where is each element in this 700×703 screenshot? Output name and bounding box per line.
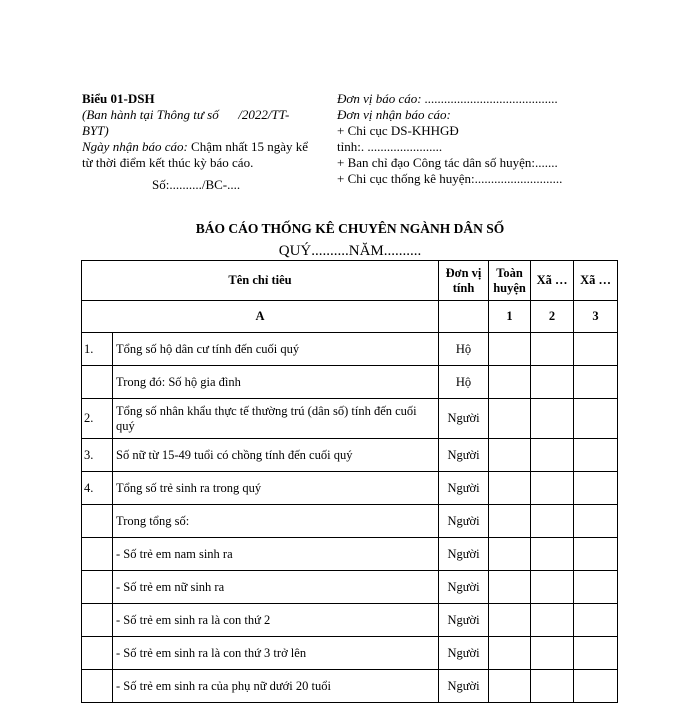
row-value-commune-2 — [574, 472, 618, 505]
row-number: 4. — [82, 472, 113, 505]
header-indicator-name: Tên chỉ tiêu — [82, 261, 439, 301]
row-indicator-name: - Số trẻ em sinh ra của phụ nữ dưới 20 tuổi — [113, 670, 439, 703]
row-unit: Người — [439, 472, 489, 505]
header-total-line2: huyện — [493, 280, 526, 295]
table-row — [82, 670, 618, 703]
row-indicator-name: - Số trẻ em sinh ra là con thứ 2 — [113, 604, 439, 637]
header-commune-1: Xã … — [531, 261, 574, 301]
form-header-right — [337, 91, 597, 187]
table-row — [82, 439, 618, 472]
row-value-commune-1 — [531, 637, 574, 670]
row-indicator-name: Trong tổng số: — [113, 505, 439, 538]
row-value-commune-2 — [574, 505, 618, 538]
row-indicator-name: - Số trẻ em sinh ra là con thứ 3 trở lên — [113, 637, 439, 670]
deadline-text-1: Chậm nhất 15 ngày kể — [187, 139, 309, 154]
row-value-commune-2 — [574, 637, 618, 670]
column-label-blank — [439, 301, 489, 333]
table-row — [82, 333, 618, 366]
header-unit-line1: Đơn vị — [445, 265, 482, 280]
row-number — [82, 670, 113, 703]
table-column-number-row — [82, 301, 618, 333]
row-number — [82, 604, 113, 637]
issued-by-line1: (Ban hành tại Thông tư số /2022/TT- — [82, 107, 290, 122]
deadline-text-2: từ thời điểm kết thúc kỳ báo cáo. — [82, 155, 254, 170]
header-unit — [439, 261, 489, 301]
row-unit: Người — [439, 439, 489, 472]
row-indicator-name: - Số trẻ em nữ sinh ra — [113, 571, 439, 604]
row-indicator-name: Tổng số trẻ sinh ra trong quý — [113, 472, 439, 505]
row-value-commune-1 — [531, 571, 574, 604]
table-row — [82, 604, 618, 637]
row-indicator-name: - Số trẻ em nam sinh ra — [113, 538, 439, 571]
receiver-steering-committee: + Ban chỉ đạo Công tác dân số huyện:....... — [337, 155, 558, 170]
form-header-left — [82, 91, 332, 193]
table-row — [82, 366, 618, 399]
receiver-provincial-office: + Chi cục DS-KHHGĐ — [337, 123, 459, 138]
column-label-1: 1 — [489, 301, 531, 333]
row-unit: Người — [439, 399, 489, 439]
row-value-commune-2 — [574, 333, 618, 366]
row-value-commune-1 — [531, 472, 574, 505]
header-commune-2: Xã … — [574, 261, 618, 301]
receiver-province: tỉnh:. ....................... — [337, 139, 443, 154]
row-value-district-total — [489, 472, 531, 505]
issued-by-line2: BYT) — [82, 123, 109, 138]
row-value-district-total — [489, 399, 531, 439]
row-value-commune-1 — [531, 333, 574, 366]
row-value-commune-2 — [574, 571, 618, 604]
row-value-district-total — [489, 538, 531, 571]
row-number — [82, 505, 113, 538]
header-total-line1: Toàn — [496, 265, 523, 280]
row-indicator-name: Tổng số hộ dân cư tính đến cuối quý — [113, 333, 439, 366]
row-indicator-name: Trong đó: Số hộ gia đình — [113, 366, 439, 399]
column-label-2: 2 — [531, 301, 574, 333]
row-value-district-total — [489, 604, 531, 637]
row-value-district-total — [489, 366, 531, 399]
row-number — [82, 366, 113, 399]
table-row — [82, 637, 618, 670]
deadline-label: Ngày nhận báo cáo: — [82, 139, 188, 154]
row-number: 3. — [82, 439, 113, 472]
row-number: 1. — [82, 333, 113, 366]
row-indicator-name: Tổng số nhân khẩu thực tế thường trú (dân số) tính đến cuối quý — [113, 399, 439, 439]
row-value-commune-1 — [531, 538, 574, 571]
row-indicator-name: Số nữ từ 15-49 tuổi có chồng tính đến cuối quý — [113, 439, 439, 472]
form-code: Biểu 01-DSH — [82, 91, 155, 106]
table-body — [82, 333, 618, 703]
row-value-commune-2 — [574, 399, 618, 439]
document-number: Số:........../BC-.... — [152, 177, 241, 192]
row-unit: Hộ — [439, 366, 489, 399]
row-unit: Người — [439, 604, 489, 637]
table-row — [82, 505, 618, 538]
row-number: 2. — [82, 399, 113, 439]
row-unit: Hộ — [439, 333, 489, 366]
row-value-commune-2 — [574, 670, 618, 703]
row-number — [82, 538, 113, 571]
header-district-total — [489, 261, 531, 301]
row-value-commune-2 — [574, 366, 618, 399]
table-row — [82, 399, 618, 439]
report-title: BÁO CÁO THỐNG KÊ CHUYÊN NGÀNH DÂN SỐ — [195, 221, 505, 236]
row-unit: Người — [439, 670, 489, 703]
table-header-row — [82, 261, 618, 301]
header-unit-line2: tính — [452, 280, 475, 295]
reporting-unit: Đơn vị báo cáo: ......................................... — [337, 91, 559, 106]
row-value-district-total — [489, 670, 531, 703]
row-number — [82, 571, 113, 604]
receiving-unit-label: Đơn vị nhận báo cáo: — [337, 107, 451, 122]
column-label-a: A — [82, 301, 439, 333]
row-value-district-total — [489, 637, 531, 670]
row-value-district-total — [489, 505, 531, 538]
statistics-table — [81, 260, 618, 703]
row-unit: Người — [439, 505, 489, 538]
row-value-district-total — [489, 333, 531, 366]
row-value-commune-1 — [531, 399, 574, 439]
table-row — [82, 472, 618, 505]
report-period: QUÝ..........NĂM.......... — [278, 243, 422, 259]
row-value-commune-2 — [574, 604, 618, 637]
row-unit: Người — [439, 571, 489, 604]
row-value-district-total — [489, 571, 531, 604]
row-value-commune-1 — [531, 366, 574, 399]
column-label-3: 3 — [574, 301, 618, 333]
table-row — [82, 538, 618, 571]
row-unit: Người — [439, 637, 489, 670]
row-unit: Người — [439, 538, 489, 571]
row-number — [82, 637, 113, 670]
deadline-line1 — [82, 139, 332, 155]
row-value-commune-1 — [531, 439, 574, 472]
row-value-commune-1 — [531, 604, 574, 637]
row-value-commune-2 — [574, 439, 618, 472]
row-value-commune-1 — [531, 670, 574, 703]
row-value-district-total — [489, 439, 531, 472]
table-row — [82, 571, 618, 604]
row-value-commune-1 — [531, 505, 574, 538]
row-value-commune-2 — [574, 538, 618, 571]
receiver-statistics-office: + Chi cục thống kê huyện:........................... — [337, 171, 563, 186]
